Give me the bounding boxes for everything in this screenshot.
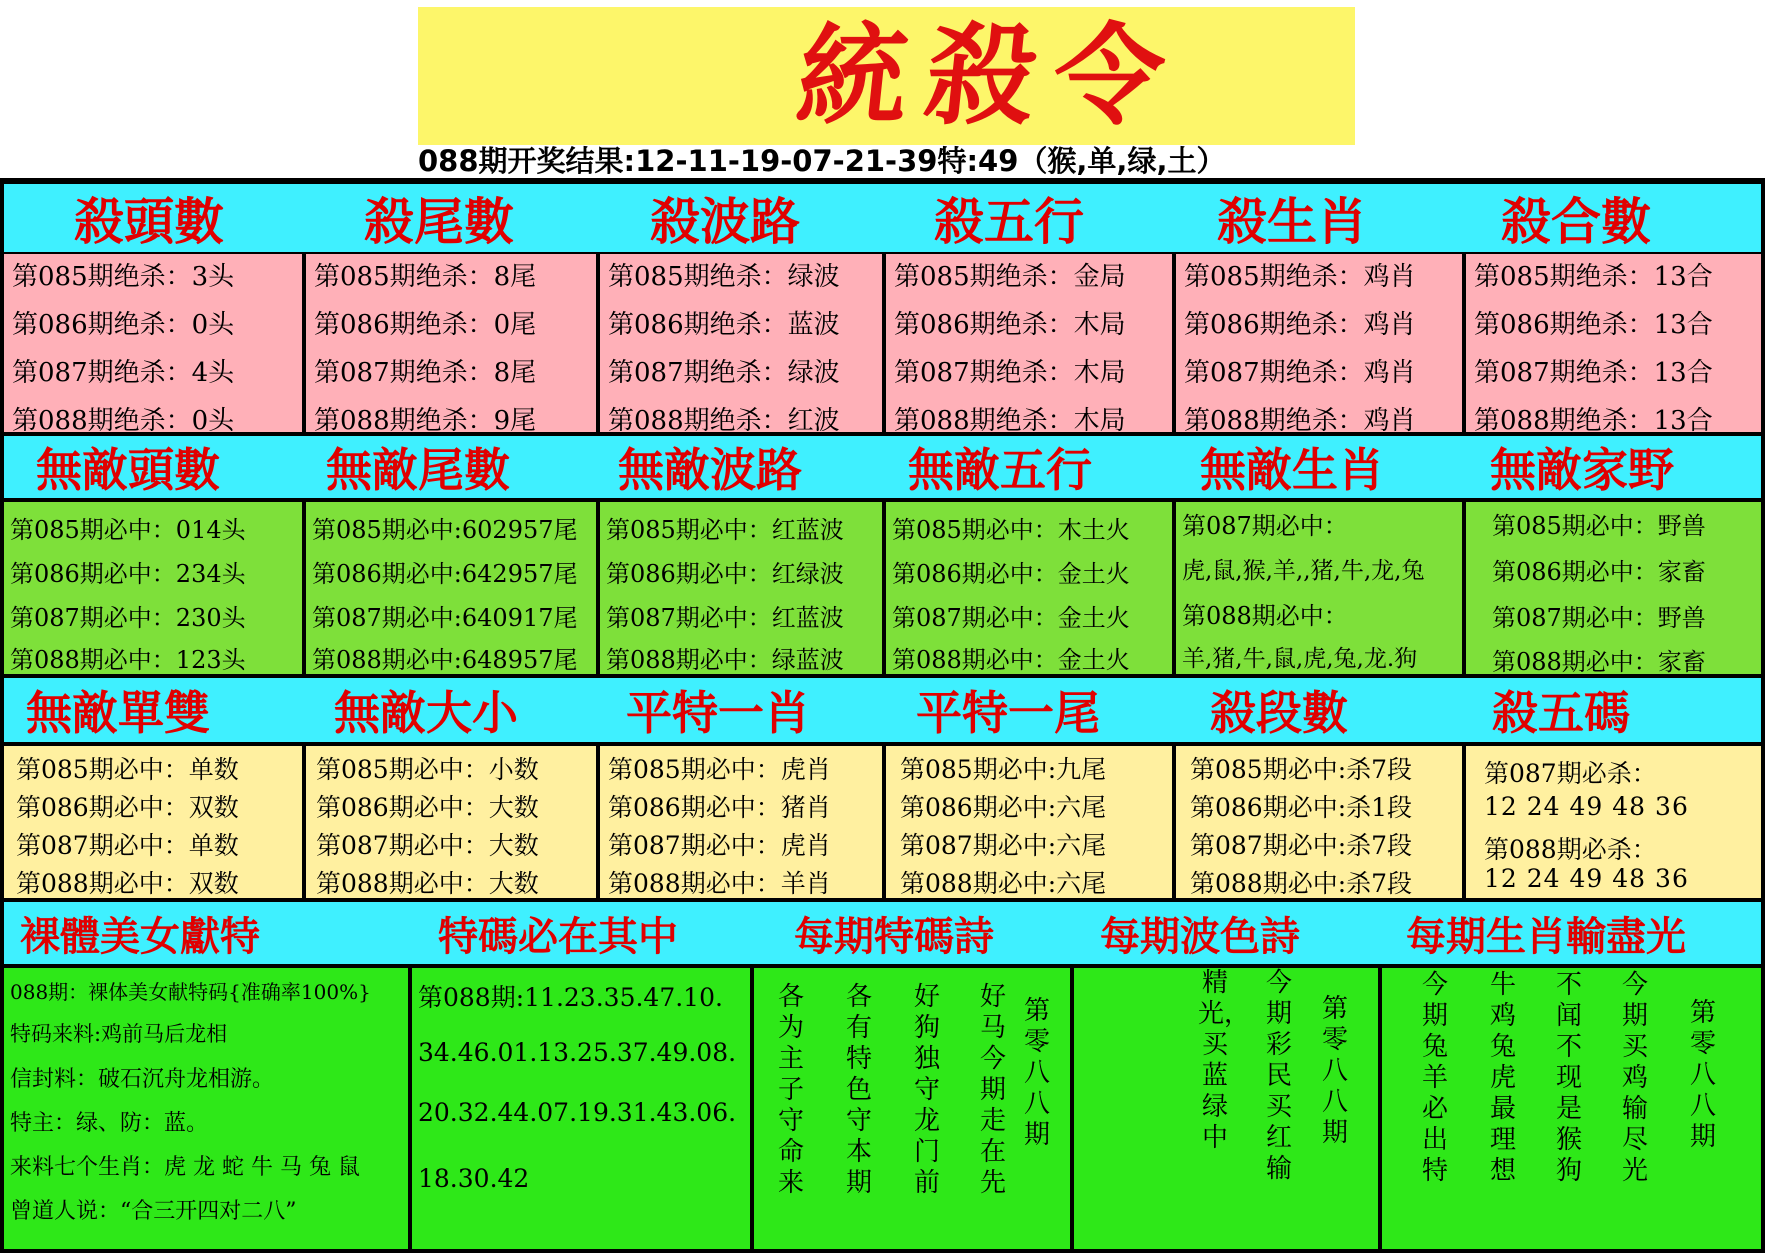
list-item: 第088期绝杀：13合	[1474, 406, 1713, 432]
list-item: 第088期绝杀：鸡肖	[1184, 406, 1416, 432]
list-item: 第086期必中:642957尾	[312, 560, 578, 588]
list-item: 虎,鼠,猴,羊,,猪,牛,龙,兔	[1182, 558, 1425, 584]
list-item: 18.30.42	[418, 1164, 530, 1193]
list-item: 第085期必中：红蓝波	[606, 516, 844, 544]
header-special-within: 特碼必在其中	[438, 912, 678, 960]
kill-wave-cell	[600, 254, 882, 432]
list-item: 第087期绝杀：8尾	[314, 358, 537, 388]
poem-column: 第零八八期	[1023, 996, 1050, 1150]
sure-wave-cell	[600, 502, 882, 674]
section1-header	[4, 184, 1761, 252]
list-item: 第085期必中：虎肖	[608, 755, 831, 784]
list-item: 第085期必中:杀7段	[1190, 755, 1413, 784]
banner-title: 統殺令	[791, 12, 1189, 140]
header-sure-head: 無敵頭數	[36, 443, 220, 497]
header-sure-wave: 無敵波路	[618, 443, 802, 497]
list-item: 第088期绝杀：木局	[894, 406, 1126, 432]
list-item: 第088期必中：绿蓝波	[606, 646, 844, 674]
wave-poem-cell	[1074, 968, 1378, 1249]
poem-column: 各有特色守本期	[845, 982, 872, 1198]
list-item: 第087期必中：野兽	[1492, 604, 1706, 632]
list-item: 第087期必中：红蓝波	[606, 604, 844, 632]
header-kill-tail: 殺尾數	[364, 192, 514, 251]
list-item: 曾道人说：“合三开四对二八”	[10, 1199, 297, 1224]
header-kill-zodiac: 殺生肖	[1217, 192, 1367, 251]
flat-zodiac-cell	[600, 746, 882, 898]
list-item: 20.32.44.07.19.31.43.06.	[418, 1098, 737, 1127]
kill-segment-cell	[1176, 746, 1462, 898]
list-item: 第085期必中：野兽	[1492, 512, 1706, 540]
list-item: 第085期绝杀：8尾	[314, 262, 537, 292]
list-item: 信封料：破石沉舟龙相游。	[10, 1067, 275, 1092]
list-item: 12 24 49 48 36	[1484, 864, 1689, 893]
list-item: 羊,猪,牛,鼠,虎,兔,龙.狗	[1182, 646, 1418, 672]
list-item: 第087期必中:杀7段	[1190, 831, 1413, 860]
poem-column: 第零八八期	[1321, 994, 1348, 1148]
poem-column: 今期兔羊必出特	[1421, 970, 1448, 1186]
kill-zodiac-cell	[1176, 254, 1462, 432]
list-item: 第087期必中：	[1182, 512, 1348, 540]
list-item: 第086期必中：猪肖	[608, 793, 831, 822]
list-item: 第086期必中：家畜	[1492, 558, 1706, 586]
list-item: 第087期必中：大数	[316, 831, 539, 860]
list-item: 第088期必中：家畜	[1492, 648, 1706, 674]
sure-head-cell	[4, 502, 302, 674]
header-big-small: 無敵大小	[334, 686, 518, 740]
section1-body	[4, 254, 1761, 432]
list-item: 第088期必中:648957尾	[312, 646, 578, 674]
list-item: 第088期必中：	[1182, 602, 1348, 630]
poem-column: 今期买鸡输尽光	[1621, 970, 1648, 1186]
title-banner	[418, 7, 1355, 145]
header-sure-zodiac: 無敵生肖	[1200, 443, 1384, 497]
list-item: 第085期必中：木土火	[892, 516, 1130, 544]
list-item: 第087期绝杀：木局	[894, 358, 1126, 388]
big-small-cell	[306, 746, 596, 898]
main-frame	[0, 178, 1765, 1253]
header-kill-five: 殺五碼	[1492, 686, 1630, 740]
header-kill-sum: 殺合數	[1501, 192, 1651, 251]
list-item: 第086期必中：大数	[316, 793, 539, 822]
list-item: 第086期必中:杀1段	[1190, 793, 1413, 822]
list-item: 第086期必中：双数	[16, 793, 239, 822]
poem-column: 今期彩民买红输	[1265, 968, 1292, 1184]
list-item: 第088期必中:杀7段	[1190, 869, 1413, 898]
header-kill-head: 殺頭數	[74, 192, 224, 251]
poem-column: 各为主子守命来	[777, 982, 804, 1198]
list-item: 第087期必中：单数	[16, 831, 239, 860]
list-item: 第086期必中：金土火	[892, 560, 1130, 588]
header-flat-zodiac: 平特一肖	[626, 686, 810, 740]
list-item: 第085期必中：014头	[10, 516, 246, 544]
zodiac-lose-cell	[1382, 968, 1761, 1249]
special-poem-cell	[754, 968, 1070, 1249]
sure-zodiac-cell	[1176, 502, 1462, 674]
header-kill-wave: 殺波路	[650, 192, 800, 251]
list-item: 特主：绿、防：蓝。	[10, 1111, 209, 1136]
sure-tail-cell	[306, 502, 596, 674]
list-item: 来料七个生肖：虎 龙 蛇 牛 马 兔 鼠	[10, 1155, 360, 1180]
list-item: 第085期必中:602957尾	[312, 516, 578, 544]
list-item: 34.46.01.13.25.37.49.08.	[418, 1038, 737, 1067]
sure-domestic-wild-cell	[1466, 502, 1761, 674]
list-item: 第086期必中：红绿波	[606, 560, 844, 588]
list-item: 第088期绝杀：0头	[12, 406, 235, 432]
header-kill-segment: 殺段數	[1210, 686, 1348, 740]
header-sure-domestic-wild: 無敵家野	[1490, 443, 1674, 497]
special-numbers-cell	[412, 968, 750, 1249]
poem-column: 牛鸡兔虎最理想	[1489, 970, 1516, 1186]
poem-column: 第零八八期	[1689, 998, 1716, 1152]
list-item: 第085期绝杀：13合	[1474, 262, 1713, 292]
list-item: 第086期绝杀：蓝波	[608, 310, 840, 340]
list-item: 第086期绝杀：木局	[894, 310, 1126, 340]
header-flat-tail: 平特一尾	[916, 686, 1100, 740]
header-sure-tail: 無敵尾數	[326, 443, 510, 497]
list-item: 特码来料:鸡前马后龙相	[10, 1022, 228, 1046]
poem-column: 不闻不现是猴狗	[1555, 970, 1582, 1186]
header-beauty: 裸體美女獻特	[20, 912, 260, 960]
header-sure-element: 無敵五行	[908, 443, 1092, 497]
header-odd-even: 無敵單雙	[26, 686, 210, 740]
list-item: 第088期绝杀：红波	[608, 406, 840, 432]
sure-element-cell	[886, 502, 1172, 674]
kill-five-cell	[1466, 746, 1761, 898]
section3-body	[4, 746, 1761, 898]
header-kill-element: 殺五行	[934, 192, 1084, 251]
kill-tail-cell	[306, 254, 596, 432]
list-item: 第085期绝杀：绿波	[608, 262, 840, 292]
section4-header	[4, 902, 1761, 964]
list-item: 第087期绝杀：13合	[1474, 358, 1713, 388]
list-item: 第087期绝杀：4头	[12, 358, 235, 388]
poem-column: 好狗独守龙门前	[913, 982, 940, 1198]
list-item: 第086期绝杀：0头	[12, 310, 235, 340]
list-item: 第087期必杀：	[1484, 759, 1657, 788]
flat-tail-cell	[886, 746, 1172, 898]
list-item: 第088期绝杀：9尾	[314, 406, 537, 432]
list-item: 第085期必中：单数	[16, 755, 239, 784]
header-wave-poem: 每期波色詩	[1100, 912, 1300, 960]
list-item: 第087期绝杀：鸡肖	[1184, 358, 1416, 388]
list-item: 第086期绝杀：13合	[1474, 310, 1713, 340]
list-item: 第085期必中:九尾	[900, 755, 1107, 784]
poem-column: 精光，买蓝绿中	[1198, 968, 1251, 1153]
list-item: 第087期必中：金土火	[892, 604, 1130, 632]
list-item: 第088期必杀：	[1484, 835, 1657, 864]
beauty-cell	[4, 968, 408, 1249]
list-item: 第088期:11.23.35.47.10.	[418, 983, 723, 1012]
odd-even-cell	[4, 746, 302, 898]
list-item: 12 24 49 48 36	[1484, 792, 1689, 821]
poem-column: 好马今期走在先	[979, 982, 1006, 1198]
list-item: 第085期必中：小数	[316, 755, 539, 784]
header-zodiac-lose: 每期生肖輸盡光	[1406, 912, 1686, 960]
list-item: 第088期必中：双数	[16, 869, 239, 898]
section4-body	[4, 968, 1761, 1249]
list-item: 第087期绝杀：绿波	[608, 358, 840, 388]
list-item: 第088期必中：123头	[10, 646, 246, 674]
list-item: 第086期必中：234头	[10, 560, 246, 588]
list-item: 第086期必中:六尾	[900, 793, 1107, 822]
list-item: 第086期绝杀：0尾	[314, 310, 537, 340]
list-item: 第088期必中:六尾	[900, 869, 1107, 898]
list-item: 第088期必中：羊肖	[608, 869, 831, 898]
header-special-poem: 每期特碼詩	[794, 912, 994, 960]
list-item: 第087期必中：虎肖	[608, 831, 831, 860]
list-item: 088期：裸体美女献特码{准确率100%}	[10, 980, 371, 1004]
list-item: 第085期绝杀：3头	[12, 262, 235, 292]
section2-header	[4, 436, 1761, 498]
list-item: 第085期绝杀：金局	[894, 262, 1126, 292]
kill-head-cell	[4, 254, 302, 432]
result-line: 088期开奖结果:12-11-19-07-21-39特:49（猴,单,绿,土）	[418, 144, 1226, 178]
section3-header	[4, 678, 1761, 742]
list-item: 第085期绝杀：鸡肖	[1184, 262, 1416, 292]
list-item: 第087期必中:六尾	[900, 831, 1107, 860]
list-item: 第086期绝杀：鸡肖	[1184, 310, 1416, 340]
list-item: 第087期必中:640917尾	[312, 604, 578, 632]
list-item: 第088期必中：大数	[316, 869, 539, 898]
kill-sum-cell	[1466, 254, 1761, 432]
list-item: 第088期必中：金土火	[892, 646, 1130, 674]
section2-body	[4, 502, 1761, 674]
list-item: 第087期必中：230头	[10, 604, 246, 632]
kill-element-cell	[886, 254, 1172, 432]
